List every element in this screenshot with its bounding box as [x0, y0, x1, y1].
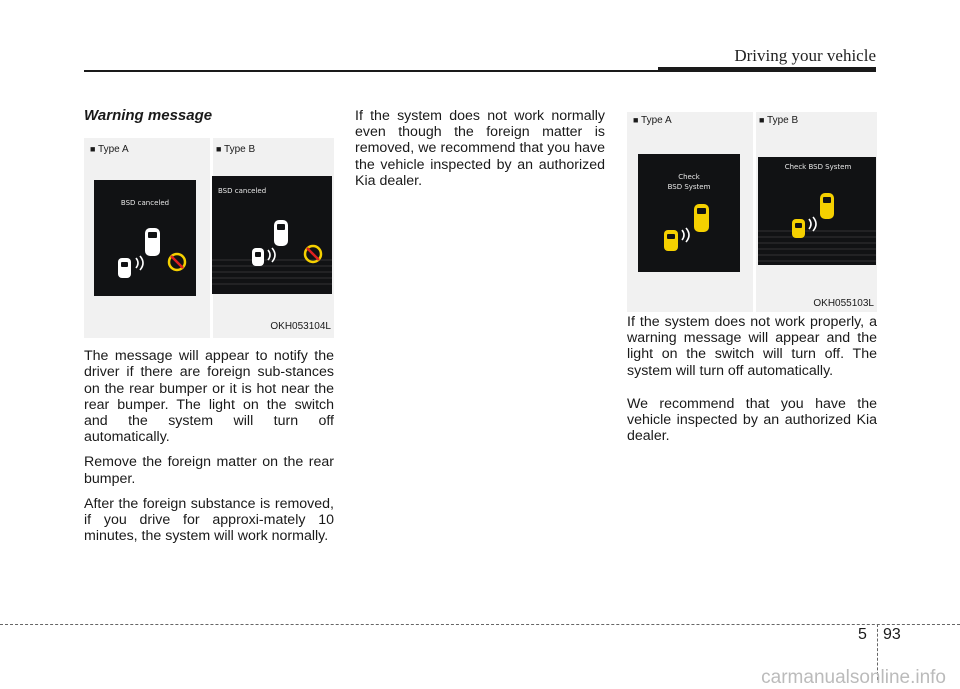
header-rule-accent [658, 67, 876, 72]
blind-spot-road-icon [212, 176, 332, 294]
bsd-canceled-screen-a [94, 180, 196, 296]
type-b-label: ■ Type B [759, 115, 799, 126]
type-a-label: ■ Type A [633, 115, 672, 126]
type-a-label: ■ Type A [90, 144, 129, 156]
warning-message-heading: Warning message [84, 107, 213, 124]
figure-code: OKH053104L [270, 321, 331, 332]
type-b-label: ■ Type B [216, 144, 256, 156]
blind-spot-warning-icon [638, 154, 740, 272]
paragraph: If the system does not work properly, a warning message will appear and the light on the switch will turn off. The system will turn off automatically. [627, 314, 877, 379]
figure-divider [753, 112, 756, 312]
blind-spot-road-icon [758, 157, 876, 265]
right-column [627, 314, 877, 461]
check-bsd-screen-a [638, 154, 740, 272]
check-bsd-figure [627, 112, 877, 312]
paragraph: Remove the foreign matter on the rear bumper. [84, 454, 334, 487]
paragraph: After the foreign substance is removed, if you drive for approxi-mately 10 minutes, the system will work normally. [84, 495, 334, 545]
screen-b-message: BSD canceled [218, 187, 267, 196]
figure-code: OKH055103L [813, 298, 874, 309]
paragraph: We recommend that you have the vehicle inspected by an authorized Kia dealer. [627, 395, 877, 445]
paragraph: If the system does not work normally even though the foreign matter is removed, we recommend that you have the vehicle inspected by an authorized Kia dealer. [355, 108, 605, 189]
screen-a-line2: BSD System [667, 183, 711, 191]
bsd-canceled-screen-b [212, 176, 332, 294]
footer-rule [0, 624, 960, 625]
section-title: Driving your vehicle [734, 46, 876, 65]
left-column [84, 108, 334, 553]
screen-b-message: Check BSD System [784, 163, 852, 171]
middle-column [355, 108, 605, 198]
check-bsd-screen-b [758, 157, 876, 265]
page-number: 93 [883, 626, 901, 643]
paragraph: The message will appear to notify the driver if there are foreign sub-stances on the rear bumper or it is hot near the rear bumper. The light on the switch and the system will turn off automatically. [84, 348, 334, 446]
chapter-number: 5 [858, 626, 867, 643]
watermark-link[interactable]: carmanualsonline.info [761, 667, 946, 688]
screen-a-message: BSD canceled [120, 199, 170, 208]
screen-a-line1: Check [678, 173, 700, 181]
bsd-canceled-figure [84, 138, 334, 338]
blind-spot-warning-icon [94, 180, 196, 296]
